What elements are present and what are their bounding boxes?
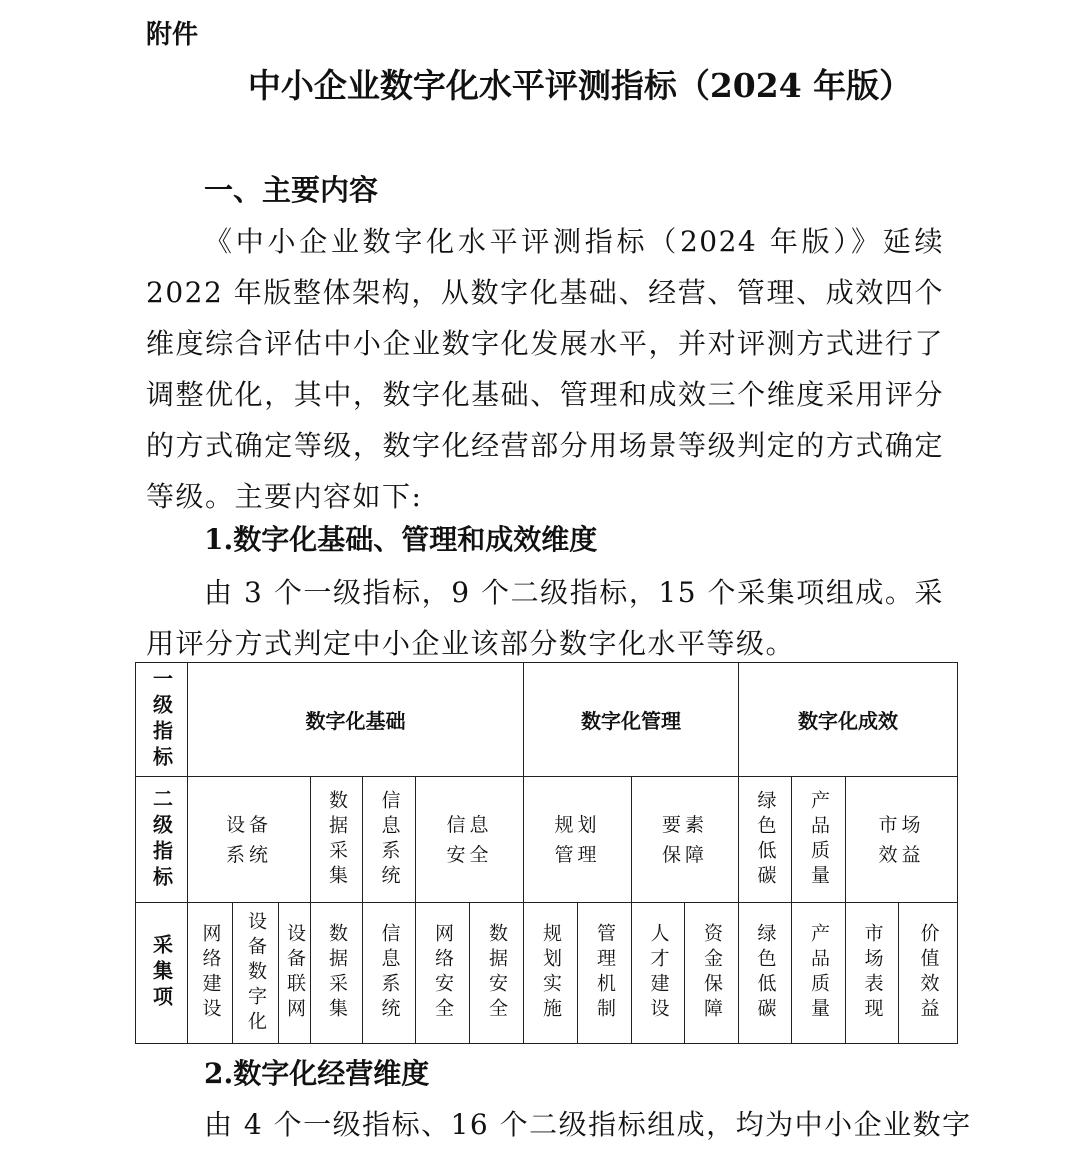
- attachment-label: 附件: [146, 20, 199, 50]
- level2-market-benefit: 市场效益: [846, 777, 958, 903]
- subsection-1-paragraph: 由 3 个一级指标，9 个二级指标，15 个采集项组成。采用评分方式判定中小企业该部分数字化水平等级。: [146, 576, 944, 660]
- item-talent-building: 人才建设: [632, 903, 685, 1044]
- section-paragraph: 《中小企业数字化水平评测指标（2024 年版）》延续 2022 年版整体架构，从数字化基础、经营、管理、成效四个维度综合评估中小企业数字化发展水平，并对评测方式进行了调整优化，其中，数字化基础、管理和成效三个维度采用评分的方式确定等级，数字化经营部分用场景等级判定的方式确定等级。主要内容如下:: [146, 225, 944, 513]
- level2-product-quality: 产品质量: [792, 777, 846, 903]
- document-title: 中小企业数字化水平评测指标（2024 年版）: [247, 66, 913, 105]
- subsection-2-heading: 2.数字化经营维度: [204, 1057, 430, 1090]
- item-value-benefit: 价值效益: [899, 903, 958, 1044]
- level2-information-system: 信息系统: [363, 777, 416, 903]
- level1-digital-foundation: 数字化基础: [188, 663, 524, 777]
- item-market-performance: 市场表现: [846, 903, 899, 1044]
- item-network-construction: 网络建设: [188, 903, 233, 1044]
- item-planning-implementation: 规划实施: [524, 903, 578, 1044]
- level1-digital-management: 数字化管理: [524, 663, 739, 777]
- subsection-2-paragraph: 由 4 个一级指标、16 个二级指标组成，均为中小企业数字: [204, 1108, 972, 1141]
- indicator-table: [135, 662, 958, 1044]
- subsection-1-heading: 1.数字化基础、管理和成效维度: [204, 523, 598, 556]
- level2-green-low-carbon: 绿色低碳: [739, 777, 792, 903]
- row-header-items: 采集项: [136, 903, 188, 1044]
- item-funding-guarantee: 资金保障: [685, 903, 739, 1044]
- item-data-security: 数据安全: [470, 903, 524, 1044]
- row-header-level1: 一级指标: [136, 663, 188, 777]
- item-product-quality: 产品质量: [792, 903, 846, 1044]
- item-management-mechanism: 管理机制: [578, 903, 632, 1044]
- item-information-system: 信息系统: [363, 903, 416, 1044]
- level2-factor-guarantee: 要素保障: [632, 777, 739, 903]
- item-network-security: 网络安全: [416, 903, 470, 1044]
- level2-information-security: 信息安全: [416, 777, 524, 903]
- item-equipment-digitalization: 设备数字化: [233, 903, 279, 1044]
- item-equipment-networking: 设备联网: [279, 903, 311, 1044]
- level2-data-collection: 数据采集: [311, 777, 363, 903]
- level2-planning-management: 规划管理: [524, 777, 632, 903]
- level1-digital-effect: 数字化成效: [739, 663, 958, 777]
- section-heading: 一、主要内容: [204, 173, 379, 207]
- item-data-collection: 数据采集: [311, 903, 363, 1044]
- level2-equipment-system: 设备系统: [188, 777, 311, 903]
- row-header-level2: 二级指标: [136, 777, 188, 903]
- item-green-low-carbon: 绿色低碳: [739, 903, 792, 1044]
